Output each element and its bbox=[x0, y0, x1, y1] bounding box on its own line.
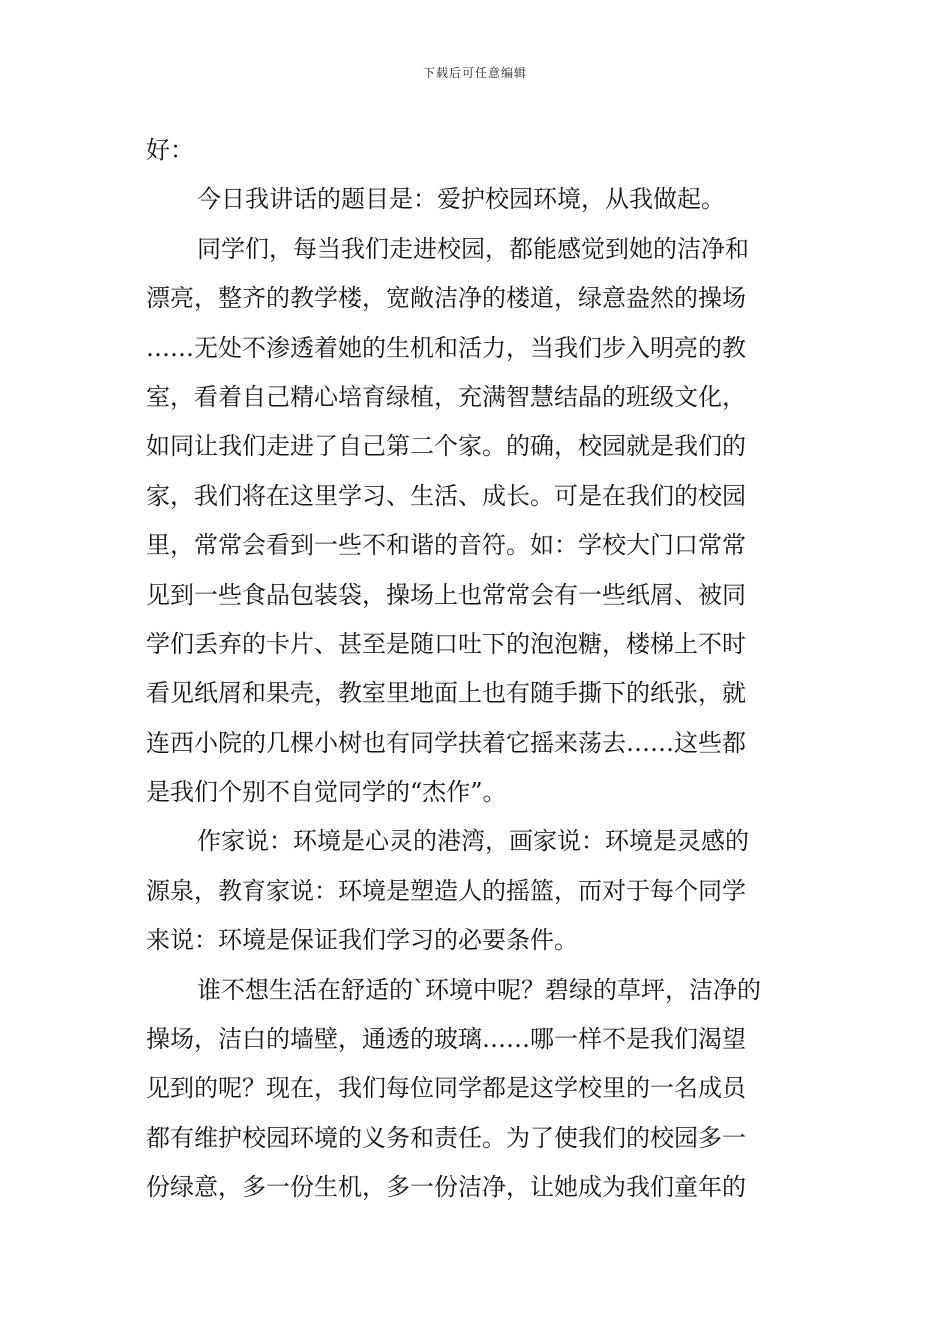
text-line: 如同让我们走进了自己第二个家。的确，校园就是我们的 bbox=[146, 432, 746, 461]
text-line: 谁不想生活在舒适的`环境中呢？碧绿的草坪，洁净的 bbox=[197, 975, 761, 1004]
text-line: 里，常常会看到一些不和谐的音符。如：学校大门口常常 bbox=[146, 531, 746, 560]
text-line: 室，看着自己精心培育绿植，充满智慧结晶的班级文化， bbox=[146, 382, 746, 411]
page-header: 下载后可任意编辑 bbox=[422, 66, 527, 80]
text-line: ……无处不渗透着她的生机和活力，当我们步入明亮的教 bbox=[146, 333, 746, 362]
document-body bbox=[146, 126, 812, 1213]
text-line: 学们丢弃的卡片、甚至是随口吐下的泡泡糖，楼梯上不时 bbox=[146, 629, 746, 658]
text-line: 是我们个别不自觉同学的“杰作”。 bbox=[146, 778, 507, 807]
text-line: 操场，洁白的墙壁，通透的玻璃……哪一样不是我们渴望 bbox=[146, 1025, 746, 1054]
text-line: 看见纸屑和果壳，教室里地面上也有随手撕下的纸张，就 bbox=[146, 679, 746, 708]
text-line: 份绿意，多一份生机，多一份洁净，让她成为我们童年的 bbox=[146, 1173, 746, 1202]
text-line: 作家说：环境是心灵的港湾，画家说：环境是灵感的 bbox=[197, 827, 749, 856]
text-line: 源泉，教育家说：环境是塑造人的摇篮，而对于每个同学 bbox=[146, 876, 746, 905]
text-line: 今日我讲话的题目是：爱护校园环境，从我做起。 bbox=[197, 185, 725, 214]
text-line: 连西小院的几棵小树也有同学扶着它摇来荡去……这些都 bbox=[146, 728, 746, 757]
text-line: 同学们，每当我们走进校园，都能感觉到她的洁净和 bbox=[197, 234, 749, 263]
text-line: 见到一些食品包装袋，操场上也常常会有一些纸屑、被同 bbox=[146, 580, 746, 609]
text-line: 漂亮，整齐的教学楼，宽敞洁净的楼道，绿意盎然的操场 bbox=[146, 284, 746, 313]
text-line: 家，我们将在这里学习、生活、成长。可是在我们的校园 bbox=[146, 481, 746, 510]
text-line: 好： bbox=[146, 136, 194, 164]
text-line: 见到的呢？现在，我们每位同学都是这学校里的一名成员 bbox=[146, 1074, 746, 1103]
text-line: 都有维护校园环境的义务和责任。为了使我们的校园多一 bbox=[146, 1123, 746, 1152]
text-line: 来说：环境是保证我们学习的必要条件。 bbox=[146, 926, 578, 955]
